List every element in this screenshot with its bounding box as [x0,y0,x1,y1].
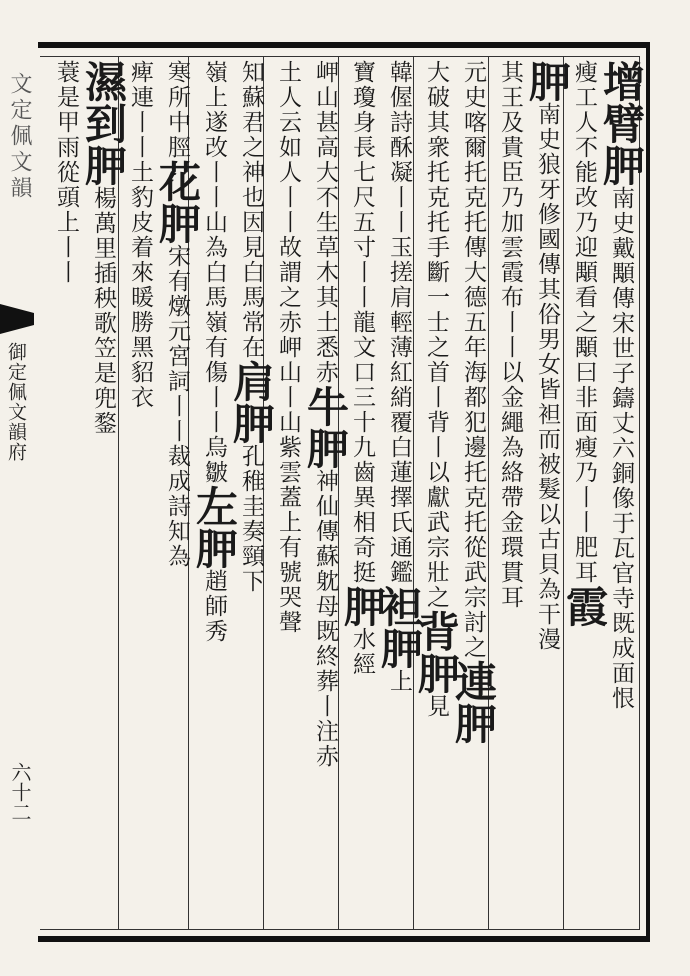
headword: 袒 [375,585,424,627]
page-number: 六十二 [8,762,32,822]
headword: 到 [79,102,128,144]
annotation-text: 楊萬里插秧歌笠是兜鍪 [90,186,116,436]
annotation-text: 南史狼牙修國傳其俗男女皆袒而被髮以古貝為干漫 [534,102,560,652]
annotation-text: 瘦工人不能改乃迎顒看之顒曰非面瘦乃丨丨肥耳 [571,60,597,585]
headword: 胛 [338,585,387,627]
annotation-text: 趙師秀 [201,569,227,644]
annotation-text: 水經 [349,627,375,677]
text-column [79,60,128,928]
headword: 霞 [560,585,609,627]
headword: 胛 [597,144,646,186]
fish-tail-mark-icon [0,304,34,334]
text-column [122,60,159,928]
headword: 花 [153,160,202,202]
text-column [301,60,350,928]
annotation-text: 神仙傳蘇躭母既終葬丨注赤 [312,469,338,769]
text-column [375,60,424,928]
headword: 胛 [412,652,461,694]
headword: 背 [412,610,461,652]
annotation-text: 土人云如人丨丨故謂之赤岬山 [275,60,301,385]
annotation-text: 其王及貴臣乃加雲霞布丨丨以金繩為絡帶金環貫耳 [497,60,523,610]
headword: 胛 [301,427,350,469]
annotation-text: 寒所中脛 [164,60,190,160]
text-column [270,60,307,928]
book-title: 御定佩文韻府 [5,342,27,462]
text-column [48,60,85,928]
annotation-text: 知蘇君之神也因見白馬常在 [238,60,264,360]
annotation-text: 土豹皮着來暖勝黑貂衣 [127,160,153,410]
annotation-text: 寶瓊身長七尺五寸丨丨龍文口三十九齒異相奇挺 [349,60,375,585]
text-column [338,60,387,928]
headword: 連 [449,660,498,702]
annotation-text: 南史戴顒傳宋世子鑄丈六銅像于瓦官寺既成面恨 [608,186,634,711]
text-column [412,60,461,928]
annotation-text: 見 [423,694,449,719]
text-column [560,60,609,928]
text-column [153,60,202,928]
text-column [523,60,572,928]
annotation-text: 丨山紫雲蓋上有號哭聲 [275,385,301,635]
headword: 胛 [79,144,128,186]
annotation-text: 詩知為 [164,494,190,569]
annotation-text: 蓑是甲雨從頭上丨丨 [53,60,79,285]
headword: 臂 [597,102,646,144]
headword: 左 [190,485,239,527]
headword: 胛 [523,60,572,102]
annotation-text: 韓偓詩酥凝丨丨玉搓肩輕薄紅綃覆白蓮擇氏通鑑 [386,60,412,585]
annotation-text: 宋有燉元宮詞丨丨裁成 [164,244,190,494]
text-column [449,60,498,928]
page-margin [0,42,36,942]
text-column [492,60,529,928]
headword: 胛 [153,202,202,244]
annotation-text: 有傷丨丨烏皺 [201,335,227,485]
headword: 牛 [301,385,350,427]
headword: 增 [597,60,646,102]
annotation-text: 孔稚圭奏頸下 [238,444,264,594]
headword: 胛 [375,627,424,669]
annotation-text: 嶺上遂改丨丨山為白馬嶺 [201,60,227,335]
headword: 胛 [449,702,498,744]
annotation-text: 岬山甚高大不生草木其土悉赤 [312,60,338,385]
annotation-text: 元史喀爾托克托傳大德五年海都犯邊托克托從武宗討之 [460,60,486,660]
headword: 胛 [190,527,239,569]
headword: 肩 [227,360,276,402]
headword: 濕 [79,60,128,102]
text-column [597,60,646,928]
headword: 胛 [227,402,276,444]
margin-top-fragment: 文定佩文韻 [7,72,32,202]
annotation-text: 大破其衆托克托手斷一士之首丨背丨以獻武宗壯之 [423,60,449,610]
annotation-text: 上 [386,669,412,694]
annotation-text: 痺連丨丨 [127,60,153,160]
